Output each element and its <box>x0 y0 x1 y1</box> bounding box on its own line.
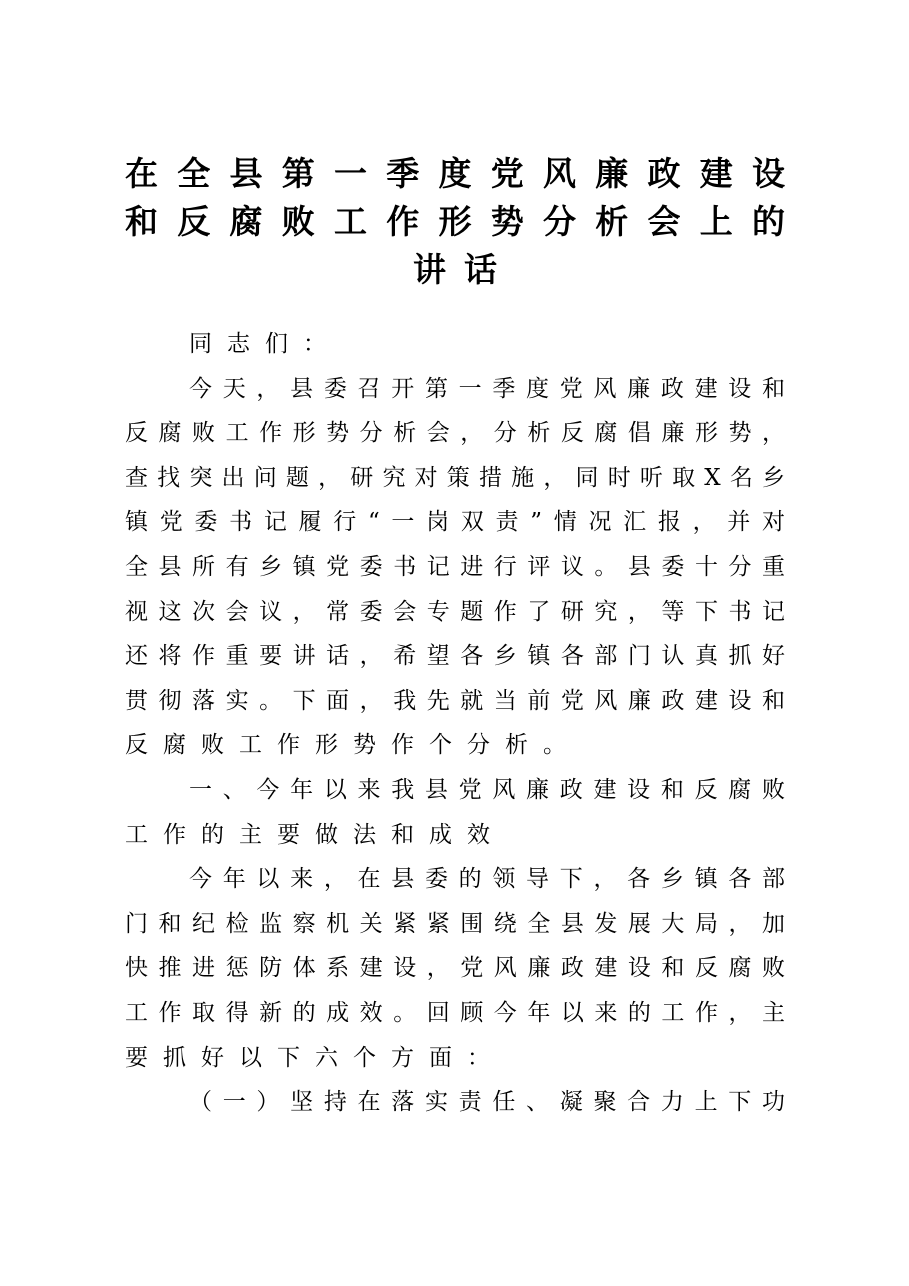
paragraph-line: 全县所有乡镇党委书记进行评议。县委十分重 <box>125 553 785 580</box>
salutation: 同志们： <box>189 331 341 357</box>
paragraph-line: 查找突出问题，研究对策措施，同时听取X名乡 <box>125 464 785 491</box>
paragraph-line: 今年以来，在县委的领导下，各乡镇各部 <box>189 866 785 893</box>
paragraph-line: 还将作重要讲话，希望各乡镇各部门认真抓好 <box>125 643 785 670</box>
paragraph-line: 要抓好以下六个方面： <box>125 1044 505 1071</box>
title-line: 在全县第一季度党风廉政建设 <box>125 154 785 193</box>
paragraph-line: 工作取得新的成效。回顾今年以来的工作，主 <box>125 999 785 1026</box>
paragraph-line: 镇党委书记履行“一岗双责”情况汇报，并对 <box>125 509 785 536</box>
paragraph-line: 今天，县委召开第一季度党风廉政建设和 <box>189 375 785 402</box>
paragraph-line: 快推进惩防体系建设，党风廉政建设和反腐败 <box>125 955 785 982</box>
document-body <box>125 322 785 1125</box>
paragraph-line: 贯彻落实。下面，我先就当前党风廉政建设和 <box>125 687 785 714</box>
paragraph-line: 反腐败工作形势分析会，分析反腐倡廉形势， <box>125 420 785 447</box>
section-heading: 工作的主要做法和成效 <box>125 821 505 848</box>
title-line: 和反腐败工作形势分析会上的 <box>125 202 785 241</box>
document-title <box>125 150 785 294</box>
subsection-heading: （一）坚持在落实责任、凝聚合力上下功 <box>189 1089 785 1116</box>
paragraph-line: 门和纪检监察机关紧紧围绕全县发展大局，加 <box>125 910 785 937</box>
title-line: 讲话 <box>413 250 515 289</box>
paragraph-line: 视这次会议，常委会专题作了研究，等下书记 <box>125 598 785 625</box>
section-heading: 一、今年以来我县党风廉政建设和反腐败 <box>189 776 785 803</box>
paragraph-line: 反腐败工作形势作个分析。 <box>125 732 581 759</box>
